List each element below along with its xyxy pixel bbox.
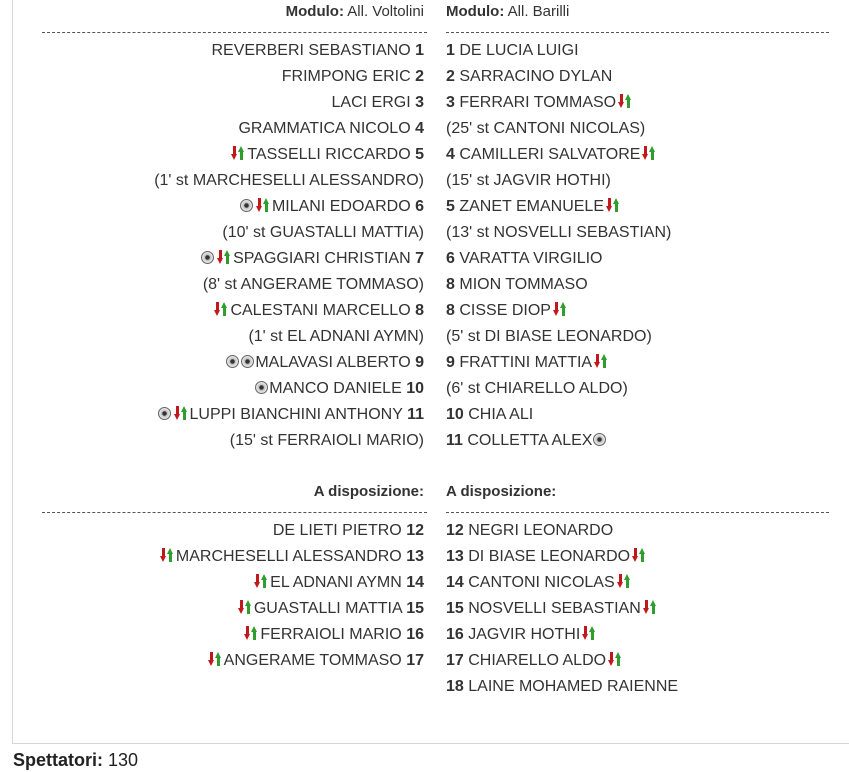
player-name: EL ADNANI AYMN bbox=[270, 574, 402, 591]
player-name: MION TOMMASO bbox=[459, 276, 588, 293]
player-name: MILANI EDOARDO bbox=[271, 198, 411, 215]
player-name: (15' st JAGVIR HOTHI) bbox=[446, 172, 611, 189]
event-icons bbox=[200, 244, 233, 270]
player-name: GUASTALLI MATTIA bbox=[253, 600, 402, 617]
player-name: FERRAIOLI MARIO bbox=[260, 626, 402, 643]
player-row bbox=[40, 544, 424, 570]
player-row bbox=[40, 324, 424, 350]
substitution-arrows-icon bbox=[216, 249, 232, 265]
substitution-arrows-icon bbox=[616, 573, 632, 589]
substitution-arrows-icon bbox=[243, 625, 259, 641]
shirt-number: 8 bbox=[446, 302, 455, 319]
player-name: (1' st MARCHESELLI ALESSANDRO) bbox=[154, 172, 424, 189]
player-row bbox=[446, 544, 830, 570]
player-row bbox=[446, 622, 830, 648]
player-row bbox=[40, 428, 424, 454]
event-icons bbox=[592, 426, 607, 452]
player-name: MANCO DANIELE bbox=[269, 380, 402, 397]
player-row bbox=[40, 298, 424, 324]
player-row bbox=[446, 38, 830, 64]
player-name: FRIMPONG ERIC bbox=[281, 68, 411, 85]
player-name: NEGRI LEONARDO bbox=[468, 522, 614, 539]
event-icons bbox=[157, 400, 190, 426]
player-row bbox=[40, 64, 424, 90]
player-row bbox=[446, 350, 830, 376]
player-name: MALAVASI ALBERTO bbox=[255, 354, 411, 371]
player-name: LACI ERGI bbox=[331, 94, 411, 111]
player-name: CANTONI NICOLAS bbox=[468, 574, 615, 591]
goal-ball-icon bbox=[255, 381, 268, 394]
shirt-number: 10 bbox=[406, 380, 424, 397]
shirt-number: 5 bbox=[446, 198, 455, 215]
goal-ball-icon bbox=[240, 199, 253, 212]
event-icons bbox=[229, 140, 247, 166]
player-row bbox=[40, 116, 424, 142]
player-row bbox=[446, 168, 830, 194]
player-name: LAINE MOHAMED RAIENNE bbox=[468, 678, 679, 695]
away-bench-header bbox=[446, 480, 830, 504]
shirt-number: 4 bbox=[415, 120, 424, 137]
event-icons bbox=[640, 140, 658, 166]
player-name: (1' st EL ADNANI AYMN) bbox=[248, 328, 424, 345]
player-row bbox=[40, 648, 424, 674]
shirt-number: 13 bbox=[406, 548, 424, 565]
player-name: CHIA ALI bbox=[468, 406, 534, 423]
spectators-value: 130 bbox=[108, 750, 139, 770]
player-row bbox=[446, 570, 830, 596]
substitution-arrows-icon bbox=[631, 547, 647, 563]
shirt-number: 2 bbox=[446, 68, 455, 85]
shirt-number: 8 bbox=[415, 302, 424, 319]
player-row bbox=[40, 570, 424, 596]
event-icons bbox=[580, 620, 598, 646]
event-icons bbox=[225, 348, 255, 374]
shirt-number: 3 bbox=[446, 94, 455, 111]
goal-ball-icon bbox=[158, 407, 171, 420]
event-icons bbox=[551, 296, 569, 322]
player-row bbox=[446, 246, 830, 272]
goal-ball-icon bbox=[241, 355, 254, 368]
shirt-number: 1 bbox=[446, 42, 455, 59]
substitution-arrows-icon bbox=[641, 145, 657, 161]
player-name: DI BIASE LEONARDO bbox=[468, 548, 631, 565]
player-name: FRATTINI MATTIA bbox=[459, 354, 593, 371]
away-modulo-header bbox=[446, 0, 830, 24]
away-lineup-divider bbox=[446, 32, 829, 33]
player-name: GRAMMATICA NICOLO bbox=[238, 120, 411, 137]
shirt-number: 3 bbox=[415, 94, 424, 111]
player-name: COLLETTA ALEX bbox=[467, 432, 593, 449]
player-name: TASSELLI RICCARDO bbox=[247, 146, 411, 163]
event-icons bbox=[242, 620, 260, 646]
goal-ball-icon bbox=[593, 433, 606, 446]
player-row bbox=[40, 622, 424, 648]
substitution-arrows-icon bbox=[617, 93, 633, 109]
substitution-arrows-icon bbox=[173, 405, 189, 421]
shirt-number: 15 bbox=[446, 600, 464, 617]
event-icons bbox=[252, 568, 270, 594]
substitution-arrows-icon bbox=[642, 599, 658, 615]
event-icons bbox=[606, 646, 624, 672]
player-name: (6' st CHIARELLO ALDO) bbox=[446, 380, 628, 397]
player-row bbox=[40, 518, 424, 544]
spectators-label: Spettatori: bbox=[13, 750, 103, 770]
event-icons bbox=[212, 296, 230, 322]
player-row bbox=[40, 402, 424, 428]
player-row bbox=[446, 402, 830, 428]
shirt-number: 16 bbox=[406, 626, 424, 643]
shirt-number: 16 bbox=[446, 626, 464, 643]
player-row bbox=[40, 350, 424, 376]
home-bench-divider bbox=[42, 512, 427, 513]
substitution-arrows-icon bbox=[207, 651, 223, 667]
shirt-number: 17 bbox=[446, 652, 464, 669]
shirt-number: 17 bbox=[406, 652, 424, 669]
away-coach: All. Barilli bbox=[507, 3, 570, 20]
substitution-arrows-icon bbox=[213, 301, 229, 317]
player-name: MARCHESELLI ALESSANDRO bbox=[175, 548, 402, 565]
shirt-number: 9 bbox=[415, 354, 424, 371]
substitution-arrows-icon bbox=[230, 145, 246, 161]
away-bench-divider bbox=[446, 512, 829, 513]
player-name: FERRARI TOMMASO bbox=[459, 94, 617, 111]
player-row bbox=[446, 518, 830, 544]
shirt-number: 14 bbox=[446, 574, 464, 591]
player-row bbox=[446, 194, 830, 220]
shirt-number: 11 bbox=[407, 406, 424, 423]
player-name: DE LUCIA LUIGI bbox=[459, 42, 579, 59]
player-row bbox=[446, 90, 830, 116]
player-row bbox=[446, 142, 830, 168]
substitution-arrows-icon bbox=[552, 301, 568, 317]
player-name: (5' st DI BIASE LEONARDO) bbox=[446, 328, 652, 345]
player-name: SPAGGIARI CHRISTIAN bbox=[233, 250, 411, 267]
player-row bbox=[446, 272, 830, 298]
goal-ball-icon bbox=[226, 355, 239, 368]
substitution-arrows-icon bbox=[593, 353, 609, 369]
goal-ball-icon bbox=[201, 251, 214, 264]
player-row bbox=[446, 648, 830, 674]
shirt-number: 13 bbox=[446, 548, 464, 565]
home-coach: All. Voltolini bbox=[347, 3, 424, 20]
player-name: NOSVELLI SEBASTIAN bbox=[468, 600, 641, 617]
event-icons bbox=[158, 542, 176, 568]
substitution-arrows-icon bbox=[253, 573, 269, 589]
player-row bbox=[446, 116, 830, 142]
shirt-number: 12 bbox=[446, 522, 464, 539]
player-row bbox=[40, 596, 424, 622]
player-name: CISSE DIOP bbox=[459, 302, 551, 319]
shirt-number: 9 bbox=[446, 354, 455, 371]
player-name: (15' st FERRAIOLI MARIO) bbox=[229, 432, 424, 449]
event-icons bbox=[616, 88, 634, 114]
player-name: ZANET EMANUELE bbox=[459, 198, 604, 215]
player-row bbox=[40, 272, 424, 298]
home-bench-header bbox=[40, 480, 424, 504]
shirt-number: 12 bbox=[406, 522, 424, 539]
player-name: LUPPI BIANCHINI ANTHONY bbox=[189, 406, 403, 423]
event-icons bbox=[236, 594, 254, 620]
substitution-arrows-icon bbox=[581, 625, 597, 641]
shirt-number: 8 bbox=[446, 276, 455, 293]
event-icons bbox=[604, 192, 622, 218]
event-icons bbox=[630, 542, 648, 568]
player-row bbox=[446, 298, 830, 324]
shirt-number: 7 bbox=[415, 250, 424, 267]
shirt-number: 1 bbox=[415, 42, 424, 59]
home-lineup-divider bbox=[42, 32, 427, 33]
player-row bbox=[446, 674, 830, 700]
player-name: CAMILLERI SALVATORE bbox=[459, 146, 641, 163]
shirt-number: 4 bbox=[446, 146, 455, 163]
spectators bbox=[13, 748, 138, 772]
player-name: ANGERAME TOMMASO bbox=[223, 652, 402, 669]
shirt-number: 18 bbox=[446, 678, 464, 695]
shirt-number: 5 bbox=[415, 146, 424, 163]
home-modulo-header bbox=[40, 0, 424, 24]
shirt-number: 11 bbox=[446, 432, 463, 449]
player-name: (25' st CANTONI NICOLAS) bbox=[446, 120, 646, 137]
player-row bbox=[446, 324, 830, 350]
substitution-arrows-icon bbox=[605, 197, 621, 213]
player-row bbox=[40, 38, 424, 64]
home-modulo-label: Modulo: bbox=[285, 3, 344, 20]
player-row bbox=[446, 64, 830, 90]
player-name: (10' st GUASTALLI MATTIA) bbox=[222, 224, 424, 241]
player-row bbox=[40, 168, 424, 194]
player-row bbox=[446, 428, 830, 454]
player-name: CHIARELLO ALDO bbox=[468, 652, 607, 669]
player-row bbox=[40, 376, 424, 402]
player-name: DE LIETI PIETRO bbox=[272, 522, 402, 539]
substitution-arrows-icon bbox=[237, 599, 253, 615]
event-icons bbox=[239, 192, 272, 218]
shirt-number: 2 bbox=[415, 68, 424, 85]
player-name: CALESTANI MARCELLO bbox=[230, 302, 411, 319]
player-row bbox=[446, 596, 830, 622]
substitution-arrows-icon bbox=[607, 651, 623, 667]
event-icons bbox=[254, 374, 269, 400]
event-icons bbox=[206, 646, 224, 672]
event-icons bbox=[641, 594, 659, 620]
player-row bbox=[40, 246, 424, 272]
shirt-number: 6 bbox=[415, 198, 424, 215]
event-icons bbox=[592, 348, 610, 374]
player-name: (8' st ANGERAME TOMMASO) bbox=[202, 276, 424, 293]
player-row bbox=[40, 142, 424, 168]
shirt-number: 14 bbox=[406, 574, 424, 591]
player-name: SARRACINO DYLAN bbox=[459, 68, 613, 85]
player-name: (13' st NOSVELLI SEBASTIAN) bbox=[446, 224, 672, 241]
away-modulo-label: Modulo: bbox=[446, 3, 505, 20]
substitution-arrows-icon bbox=[255, 197, 271, 213]
shirt-number: 10 bbox=[446, 406, 464, 423]
home-bench-label: A disposizione: bbox=[313, 483, 424, 500]
player-row bbox=[40, 194, 424, 220]
event-icons bbox=[615, 568, 633, 594]
player-row bbox=[40, 220, 424, 246]
shirt-number: 6 bbox=[446, 250, 455, 267]
player-name: REVERBERI SEBASTIANO bbox=[211, 42, 411, 59]
substitution-arrows-icon bbox=[159, 547, 175, 563]
away-bench-label: A disposizione: bbox=[446, 483, 557, 500]
player-row bbox=[446, 220, 830, 246]
player-name: VARATTA VIRGILIO bbox=[459, 250, 603, 267]
player-name: JAGVIR HOTHI bbox=[468, 626, 581, 643]
player-row bbox=[40, 90, 424, 116]
player-row bbox=[446, 376, 830, 402]
shirt-number: 15 bbox=[406, 600, 424, 617]
